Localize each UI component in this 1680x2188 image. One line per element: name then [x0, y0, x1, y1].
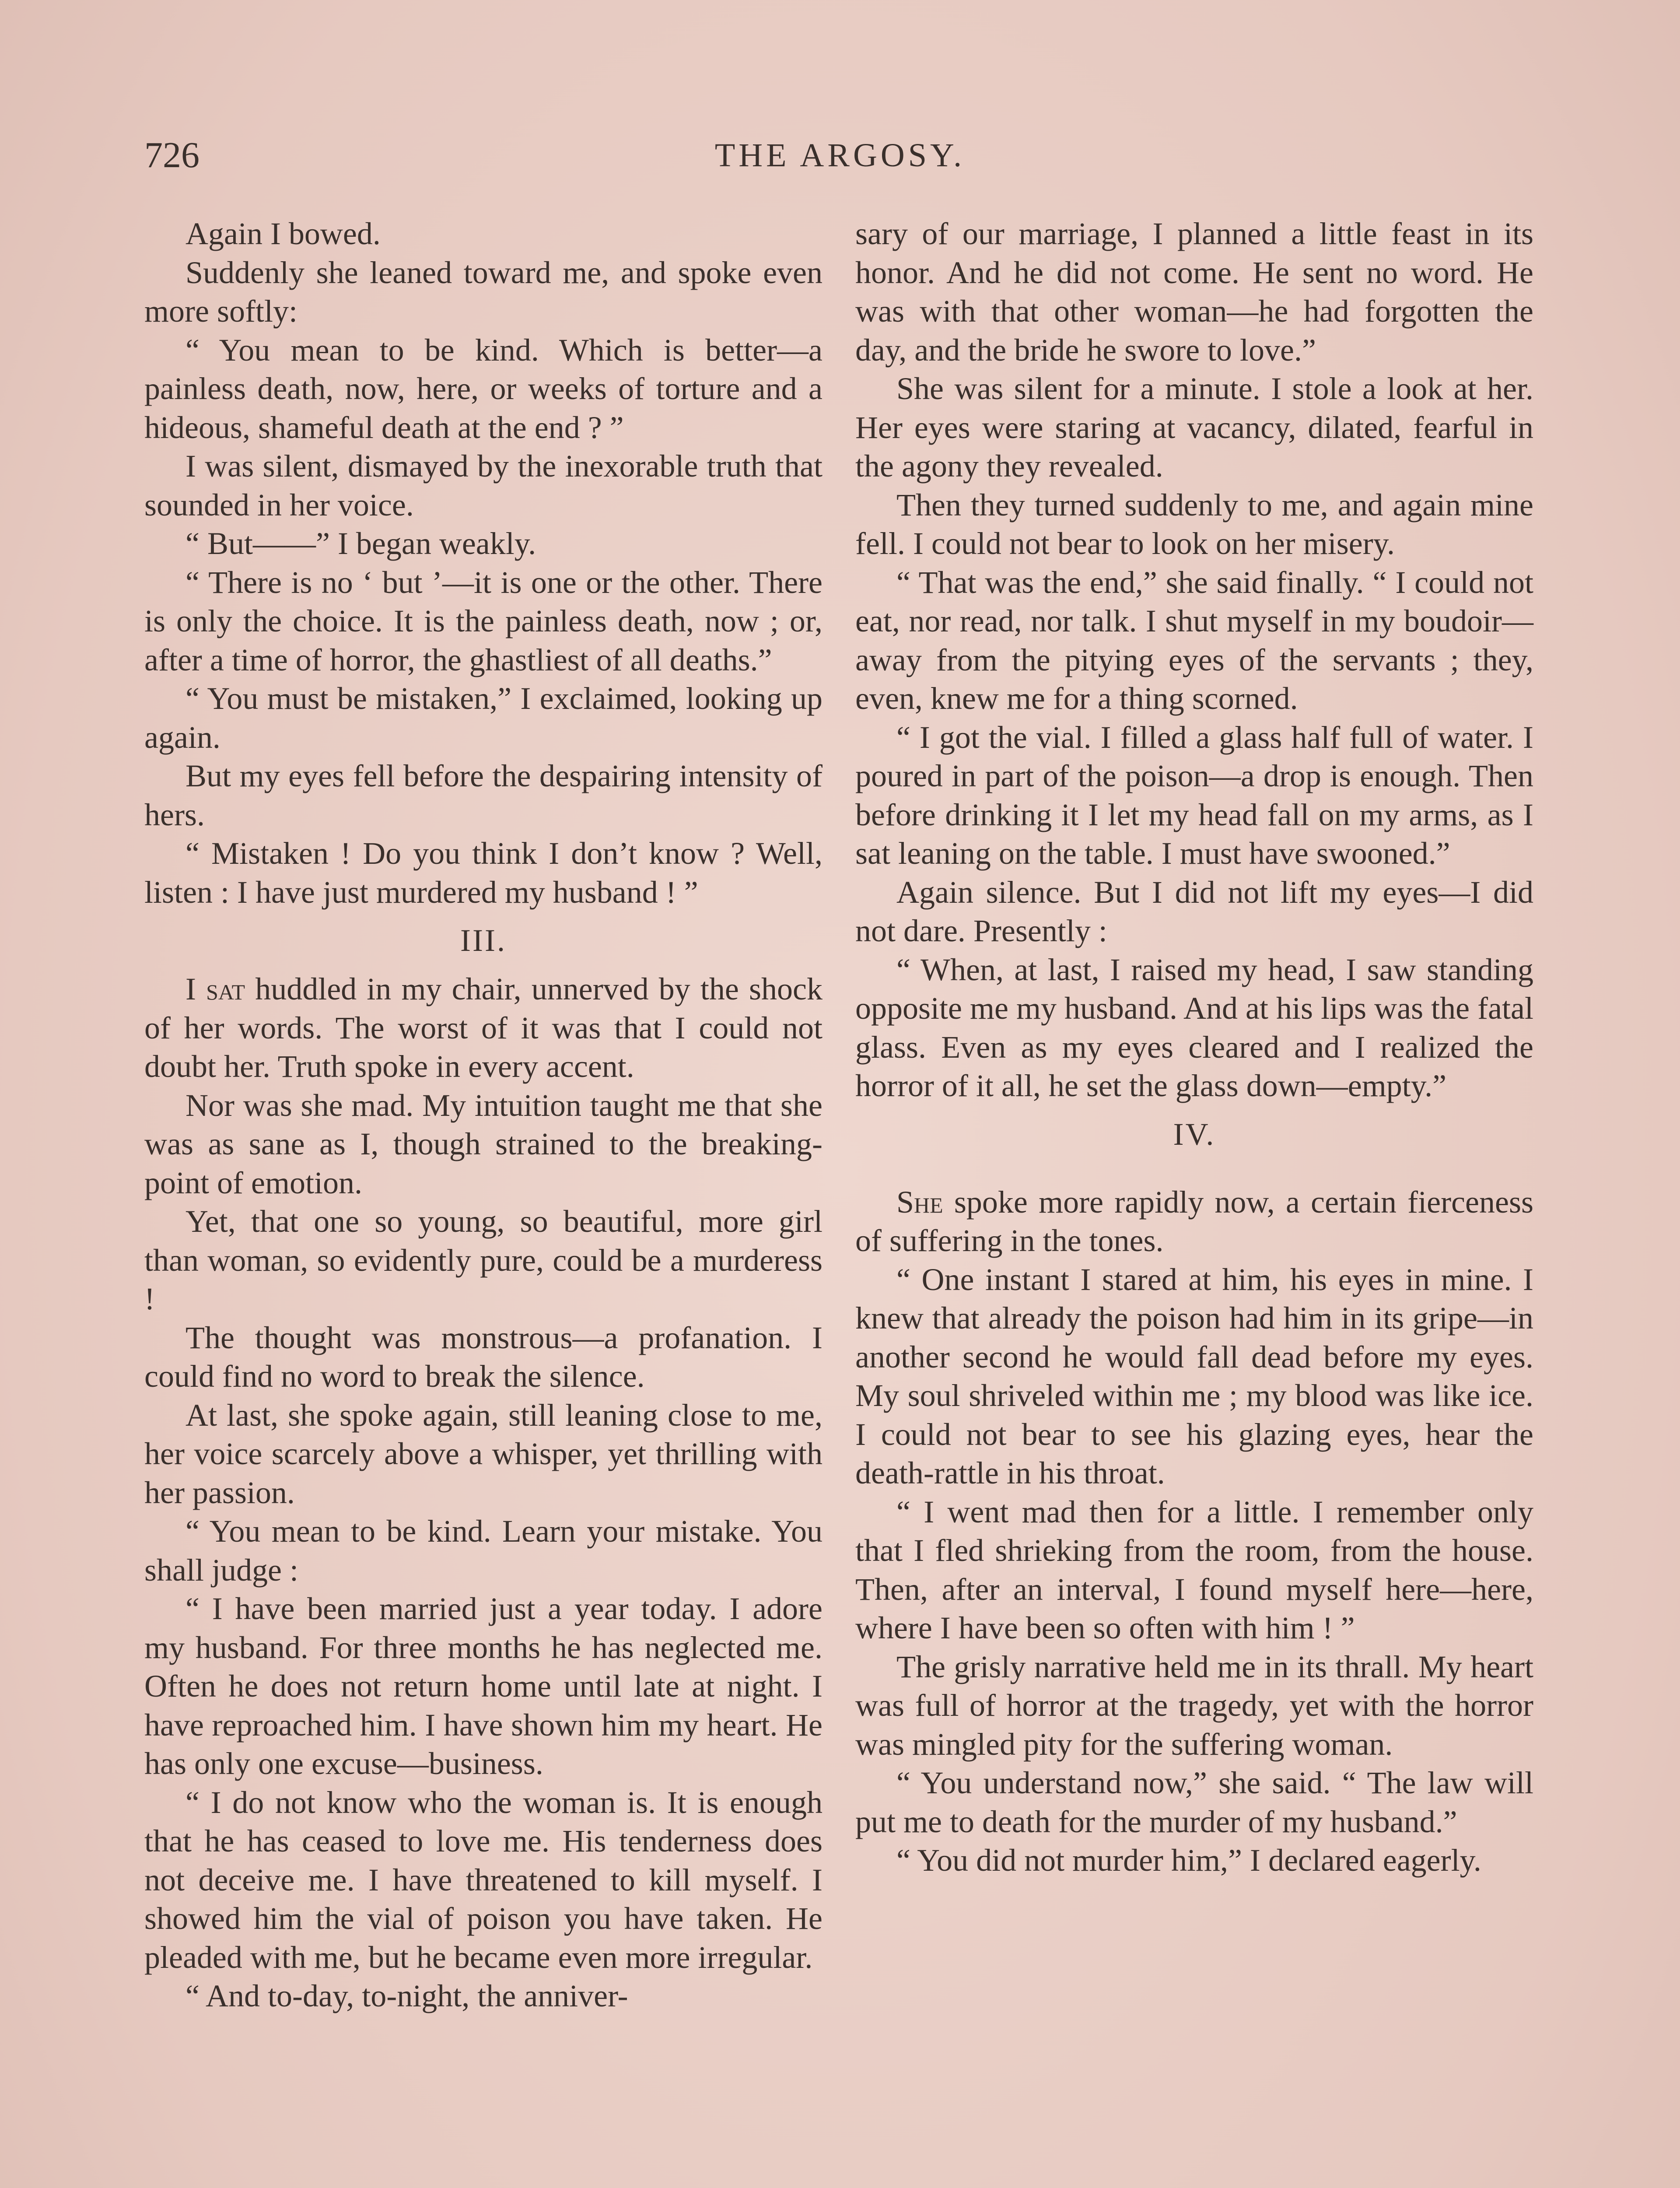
paragraph: The thought was monstrous—a profanation. I could find no word to break the silence. — [144, 1320, 822, 1394]
paragraph-text: spoke more rapidly now, a certain fierceness of suffering in the tones. — [855, 1184, 1533, 1258]
paragraph — [144, 970, 822, 1086]
paragraph: “ When, at last, I raised my head, I saw standing opposite me my husband. And at his lips was the fatal glass. Even as my eyes cleared and I realized the horror of it all, he set the glass down—empty.” — [855, 952, 1533, 1103]
section-heading-iv: IV. — [1173, 1116, 1216, 1152]
paragraph: Then they turned suddenly to me, and again mine fell. I could not bear to look on her misery. — [855, 487, 1533, 561]
paragraph: At last, she spoke again, still leaning close to me, her voice scarcely above a whisper, yet thrilling with her passion. — [144, 1397, 822, 1510]
paragraph: But my eyes fell before the despairing intensity of hers. — [144, 758, 822, 832]
paragraph: “ You mean to be kind. Which is better—a painless death, now, here, or weeks of torture and a hideous, shameful death at the end ? ” — [144, 332, 822, 445]
paragraph-continued: sary of our marriage, I planned a little feast in its honor. And he did not come. He sent no word. He was with that other woman—he had forgotten the day, and the bride he swore to love.” — [855, 216, 1533, 368]
paragraph: “ You must be mistaken,” I exclaimed, looking up again. — [144, 681, 822, 755]
paragraph: “ I have been married just a year today. I adore my husband. For three months he has neglected me. Often he does not return home until late at night. I have reproached him. I have shown him my heart. He has only one excuse—business. — [144, 1591, 822, 1781]
paragraph: Suddenly she leaned toward me, and spoke even more softly: — [144, 255, 822, 329]
paragraph: “ But——” I began weakly. — [186, 526, 536, 561]
section-gap — [855, 1164, 1533, 1183]
paragraph: Again I bowed. — [186, 216, 381, 251]
paragraph: Yet, that one so young, so beautiful, more girl than woman, so evidently pure, could be a murderess ! — [144, 1204, 822, 1316]
lead-in-small-caps: I sat — [186, 971, 245, 1006]
paragraph: “ You did not murder him,” I declared eagerly. — [896, 1843, 1481, 1878]
page-header — [144, 131, 1536, 184]
paragraph: “ That was the end,” she said finally. “ I could not eat, nor read, nor talk. I shut myself in my boudoir—away from the pitying eyes of the servants ; they, even, knew me for a thing scorned. — [855, 565, 1533, 716]
lead-in-small-caps: She — [896, 1184, 943, 1220]
paragraph: “ You mean to be kind. Learn your mistake. You shall judge : — [144, 1514, 822, 1588]
running-head: THE ARGOSY. — [714, 137, 966, 174]
paragraph-text: huddled in my chair, unnerved by the shock of her words. The worst of it was that I could not doubt her. Truth spoke in every accent. — [144, 971, 822, 1084]
paragraph: Again silence. But I did not lift my eyes—I did not dare. Presently : — [855, 874, 1533, 948]
paragraph: “ One instant I stared at him, his eyes in mine. I knew that already the poison had him in its gripe—in another second he would fall dead before my eyes. My soul shriveled within me ; my blood was like ice. I could not bear to see his glazing eyes, hear the death-rattle in his throat. — [855, 1262, 1533, 1490]
paragraph: “ And to-day, to-night, the anniver- — [186, 1978, 628, 2013]
paragraph: “ You understand now,” she said. “ The law will put me to death for the murder of my husband.” — [855, 1765, 1533, 1839]
paragraph: “ I got the vial. I filled a glass half full of water. I poured in part of the poison—a drop is enough. Then before drinking it I let my head fall on my arms, as I sat leaning on the table. I must have swooned.” — [855, 719, 1533, 871]
paragraph: “ There is no ‘ but ’—it is one or the other. There is only the choice. It is the painless death, now ; or, after a time of horror, the ghastliest of all deaths.” — [144, 565, 822, 677]
page-number: 726 — [144, 135, 200, 175]
left-column — [144, 214, 822, 2016]
paragraph: The grisly narrative held me in its thrall. My heart was full of horror at the tragedy, yet with the horror was mingled pity for the suffering woman. — [855, 1649, 1533, 1762]
paragraph: I was silent, dismayed by the inexorable truth that sounded in her voice. — [144, 449, 822, 522]
paragraph: She was silent for a minute. I stole a look at her. Her eyes were staring at vacancy, dilated, fearful in the agony they revealed. — [855, 371, 1533, 484]
paragraph: “ I went mad then for a little. I remember only that I fled shrieking from the room, from the house. Then, after an interval, I found myself here—here, where I have been so often with him ! ” — [855, 1494, 1533, 1645]
right-column — [855, 214, 1533, 1880]
section-heading-iii: III. — [460, 923, 507, 958]
paragraph — [855, 1183, 1533, 1260]
paragraph: Nor was she mad. My intuition taught me that she was as sane as I, though strained to the breaking-point of emotion. — [144, 1087, 822, 1200]
paragraph: “ Mistaken ! Do you think I don’t know ? Well, listen : I have just murdered my husband ! ” — [144, 836, 822, 910]
paragraph: “ I do not know who the woman is. It is enough that he has ceased to love me. His tenderness does not deceive me. I have threatened to kill myself. I showed him the vial of poison you have taken. He pleaded with me, but he became even more irregular. — [144, 1785, 822, 1975]
